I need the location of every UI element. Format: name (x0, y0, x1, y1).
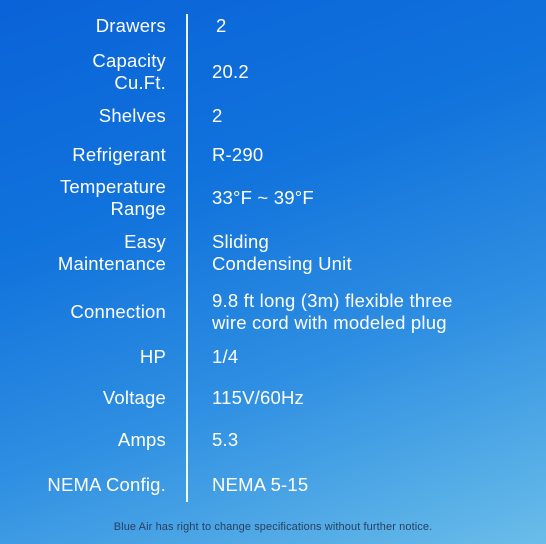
spec-value (212, 346, 238, 368)
spec-label-line: Amps (117, 429, 166, 450)
spec-value-line: Sliding (212, 231, 269, 252)
spec-label-line: Voltage (102, 387, 166, 408)
disclaimer-text: Blue Air has right to change specifications without further notice. (113, 521, 433, 533)
spec-value-line: 20.2 (212, 61, 249, 82)
spec-label-line: Connection (70, 301, 166, 322)
spec-label (0, 144, 166, 166)
spec-row-refrigerant (0, 144, 546, 166)
spec-label-line: Maintenance (57, 253, 166, 274)
spec-value (212, 474, 308, 496)
spec-value-line: 115V/60Hz (212, 387, 304, 408)
spec-value (212, 429, 238, 451)
spec-label (0, 105, 166, 127)
spec-row-connection (0, 290, 546, 334)
spec-label (0, 50, 166, 94)
spec-label (0, 346, 166, 368)
spec-row-nema-config (0, 474, 546, 496)
spec-label (0, 474, 166, 496)
spec-row-easy-maintenance (0, 231, 546, 275)
spec-value (212, 61, 249, 83)
spec-value-line: Condensing Unit (212, 253, 352, 274)
spec-value (212, 387, 304, 409)
spec-label-line: NEMA Config. (47, 474, 166, 495)
spec-label (0, 387, 166, 409)
spec-value-line: 2 (212, 105, 223, 126)
spec-label-line: HP (139, 346, 166, 367)
spec-value (216, 15, 227, 37)
spec-value-line: 33°F ~ 39°F (212, 187, 314, 208)
spec-value-line: wire cord with modeled plug (212, 312, 447, 333)
spec-row-amps (0, 429, 546, 451)
spec-label (0, 15, 166, 37)
spec-value-line: 2 (216, 15, 227, 36)
spec-value (212, 290, 453, 334)
spec-label (0, 231, 166, 275)
spec-label-line: Temperature (59, 176, 166, 197)
spec-row-drawers (0, 15, 546, 37)
spec-row-voltage (0, 387, 546, 409)
spec-label (0, 301, 166, 323)
spec-value-line: 1/4 (212, 346, 239, 367)
spec-label (0, 176, 166, 220)
spec-row-capacity (0, 50, 546, 94)
spec-value-line: R-290 (212, 144, 264, 165)
spec-value-line: 9.8 ft long (3m) flexible three (212, 290, 453, 311)
spec-value (212, 187, 314, 209)
spec-label-line: Cu.Ft. (114, 72, 166, 93)
spec-label-line: Drawers (95, 15, 166, 36)
spec-label-line: Capacity (92, 50, 166, 71)
spec-label (0, 429, 166, 451)
spec-label-line: Easy (124, 231, 166, 252)
spec-label-line: Refrigerant (72, 144, 166, 165)
spec-row-temperature-range (0, 176, 546, 220)
spec-value-line: 5.3 (212, 429, 239, 450)
spec-value-line: NEMA 5-15 (212, 474, 309, 495)
spec-row-shelves (0, 105, 546, 127)
spec-value (212, 231, 352, 275)
spec-label-line: Shelves (98, 105, 166, 126)
spec-value (212, 105, 223, 127)
spec-row-hp (0, 346, 546, 368)
spec-value (212, 144, 263, 166)
spec-label-line: Range (110, 198, 166, 219)
